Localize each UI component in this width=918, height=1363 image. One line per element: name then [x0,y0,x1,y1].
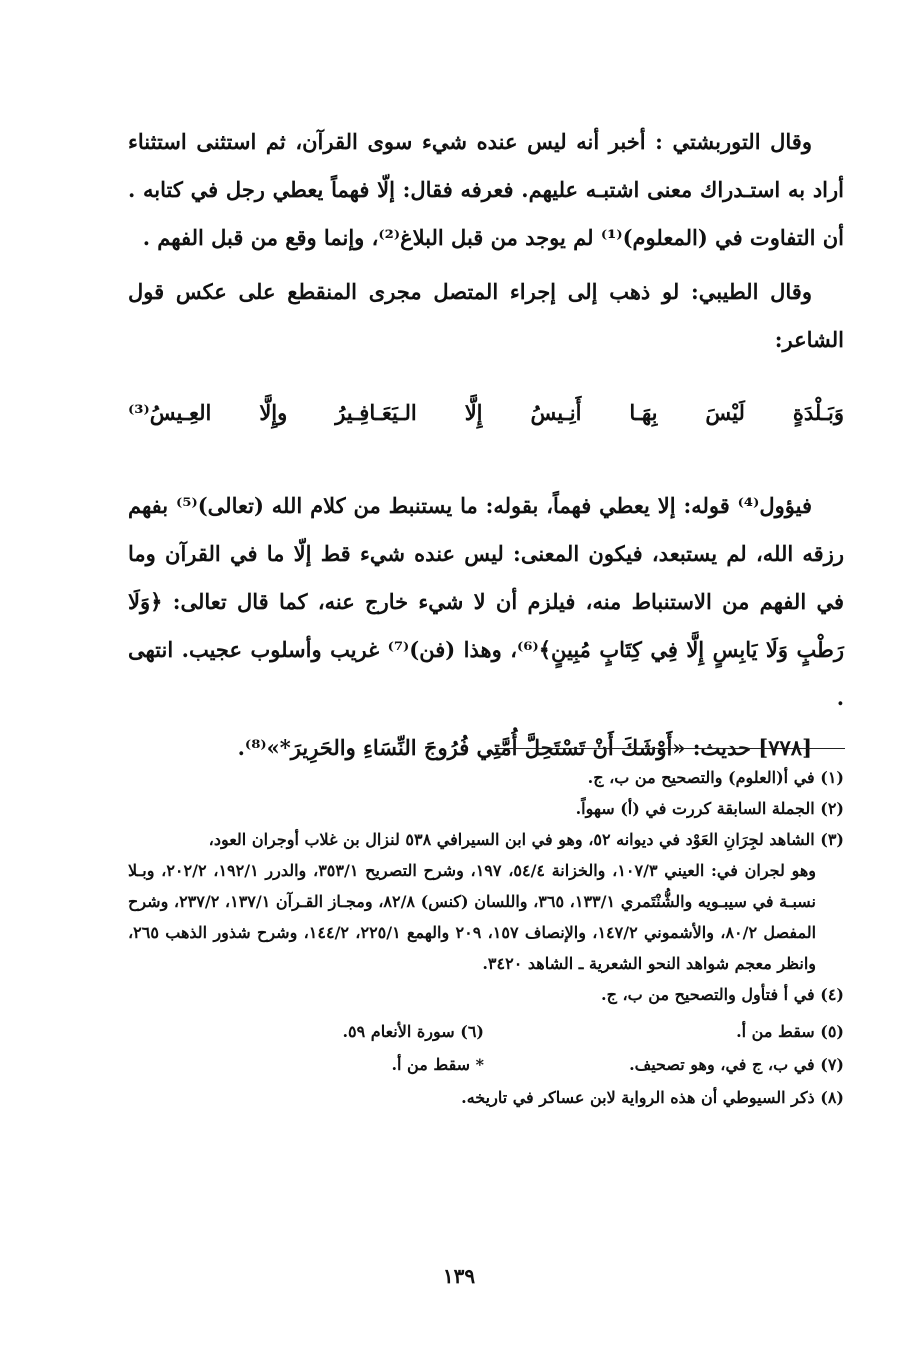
footnote-8: (٨) ذكر السيوطي أن هذه الرواية لابن عساكر في تاريخه. [461,1088,844,1107]
paragraph-tibi: وقال الطيبي: لو ذهب إلى إجراء المتصل مجرى المنقطع على عكس قول الشاعر: [128,279,844,352]
verse-word: وإِلَّا [259,399,288,425]
footnote-6: (٦) سورة الأنعام ٥٩. [342,1022,484,1041]
footnotes [128,762,844,1113]
footnote-row-7-star [128,1049,844,1080]
paragraph-tawrbashti: وقال التوربشتي : أخبر أنه ليس عنده شيء سوى القرآن، ثم استثنى استثناء أراد به استـدراك معنى اشتبـه عليهم. فعرفه فقال: إلّا فهماً يعطي رجل في كتابه . أن التفاوت في (المعلوم)⁽¹⁾ لم يوجد من قبل البلاغ⁽²⁾، وإنما وقع من قبل الفهم . [128,129,844,250]
verse-word: الـيَعَـافِـيرُ [335,399,417,425]
main-text-upper [128,118,844,364]
footnote-2: (٢) الجملة السابقة كررت في (أ) سهواً. [575,799,844,818]
footnote-row-5-6 [128,1016,844,1047]
footnote-3: (٣) الشاهد لجِرَانِ العَوْد في ديوانه ٥٢، وهو في ابن السيرافي ٥٣٨ لنزال بن غلاب أوجران العود، [208,830,844,849]
footnote-5: (٥) سقط من أ. [736,1022,844,1041]
verse-word: وَبَـلْدَةٍ [792,399,844,425]
verse-word: أَنِـيسُ [530,399,582,425]
footnote-separator [495,748,845,749]
verse-word: العِـيسُ⁽³⁾ [128,399,212,425]
paragraph-interpretation: فيؤول⁽⁴⁾ قوله: إلا يعطي فهماً، بقوله: ما يستنبط من كلام الله (تعالى)⁽⁵⁾ بفهم رزقه الله، لم يستبعد، فيكون المعنى: ليس عنده شيء قط إلّا ما في القرآن وما في الفهم من الاستنباط منه، فيلزم أن لا شيء خارج عنه، كما قال تعالى: ﴿وَلَا رَطْبٍ وَلَا يَابِسٍ إِلَّا فِي كِتَابٍ مُبِينٍ﴾⁽⁶⁾، وهذا (فن)⁽⁷⁾ غريب وأسلوب عجيب. انتهى . [128,493,844,710]
footnote-4: (٤) في أ فتأول والتصحيح من ب، ج. [601,985,844,1004]
main-text-lower [128,482,844,772]
verse-word: لَيْسَ [705,399,745,425]
footnote-1: (١) في أ(العلوم) والتصحيح من ب، ج. [587,768,844,787]
paragraph-hadith-778: [٧٧٨] حديث: «أَوْشَكَ أَنْ تَسْتَحِلَّ أُمَّتِي فُرُوجَ النِّسَاءِ والحَرِيرَ*»⁽⁸⁾. [237,735,812,760]
verse-word: بِهَـا [629,399,658,425]
footnote-3-continuation: وهو لجران في: العيني ١٠٧/٣، والخزانة ٥٤/٤، ١٩٧، وشرح التصريح ٣٥٣/١، والدرر ١٩٢/١، ٢٠٢/٢، وبـلا نسبـة في سيبـويه والشُّنْتَمري ١٣٣/١، ٣٦٥، واللسان (كنس) ٨٢/٨، ومجـاز القـرآن ١٣٧/١، ٢٣٧/٢، وشرح المفصل ٨٠/٢، والأشموني ١٤٧/٢، والإنصاف ١٥٧، ٢٠٩ والهمع ٢٢٥/١، ١٤٤/٢، وشرح شذور الذهب ٢٦٥، وانظر معجم شواهد النحو الشعرية ـ الشاهد ٣٤٢٠. [128,861,817,973]
footnote-7: (٧) في ب، ج في، وهو تصحيف. [629,1055,844,1074]
footnote-star: * سقط من أ. [391,1055,484,1074]
poetry-verse [128,388,844,436]
verse-word: إِلَّا [464,399,483,425]
page-number: ١٣٩ [442,1264,476,1288]
